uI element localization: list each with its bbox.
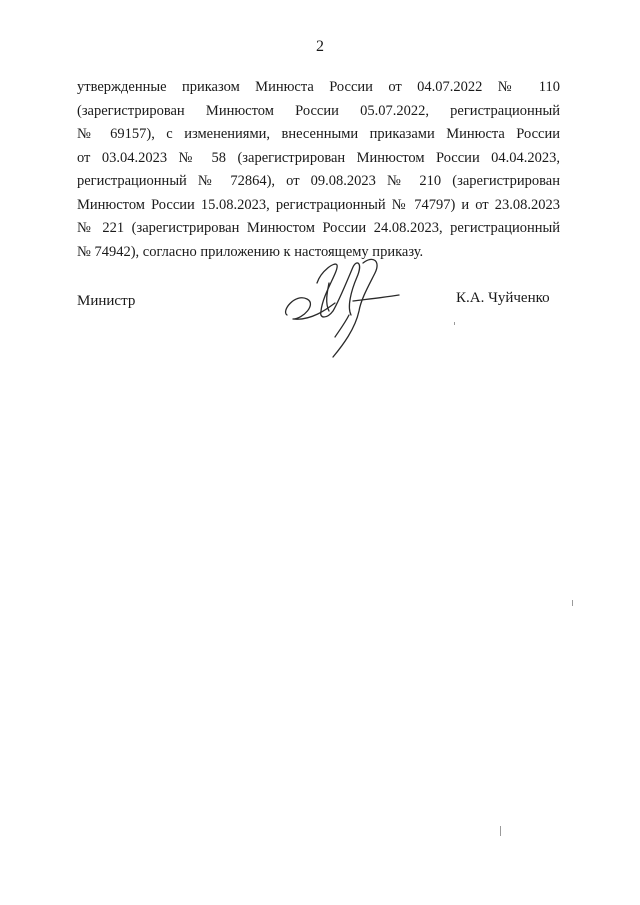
scan-mark <box>454 322 455 325</box>
body-line: № 69157), с изменениями, внесенными приказами Минюста России <box>77 126 560 142</box>
body-line: (зарегистрирован Минюстом России 05.07.2022, регистрационный <box>77 102 560 119</box>
body-line: от 03.04.2023 № 58 (зарегистрирован Минюстом России 04.04.2023, <box>77 149 560 166</box>
document-body <box>77 76 560 264</box>
page-number: 2 <box>316 38 324 55</box>
signature-stroke <box>335 315 349 337</box>
body-line: № 221 (зарегистрирован Минюстом России 24.08.2023, регистрационный <box>77 220 560 236</box>
signature-stroke <box>317 263 360 317</box>
body-line: регистрационный № 72864), от 09.08.2023 № 210 (зарегистрирован <box>77 173 560 189</box>
signatory-title: Министр <box>77 293 136 309</box>
signatory-name: К.А. Чуйченко <box>456 290 550 306</box>
body-line: Минюстом России 15.08.2023, регистрационный № 74797) и от 23.08.2023 <box>77 196 560 213</box>
signature-stroke <box>353 295 399 301</box>
body-line: утвержденные приказом Минюста России от 04.07.2022 № 110 <box>77 79 560 95</box>
signature-stroke <box>333 259 377 357</box>
scan-mark <box>572 600 573 606</box>
scan-mark <box>500 826 501 836</box>
body-line-last: № 74942), согласно приложению к настоящему приказу. <box>77 243 424 260</box>
handwritten-signature <box>277 253 427 365</box>
